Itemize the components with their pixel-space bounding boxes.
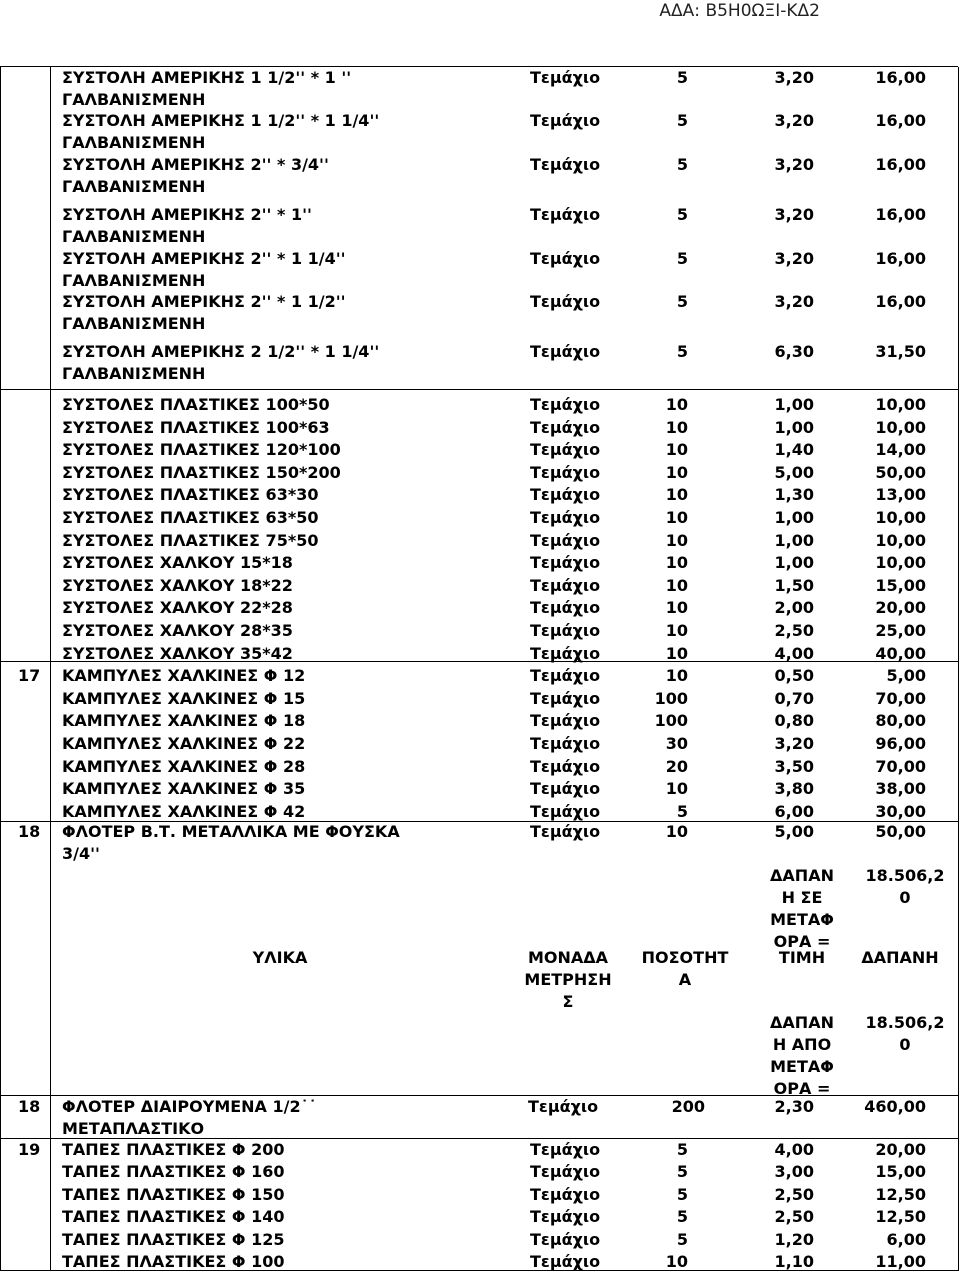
line-total: 25,00 — [875, 621, 926, 640]
line-total: 20,00 — [875, 598, 926, 618]
line-total: 16,00 — [875, 249, 926, 268]
item-description-cont: ΓΑΛΒΑΝΙΣΜΕΝΗ — [62, 364, 206, 383]
unit-price: 3,20 — [774, 292, 814, 311]
line-total: 460,00 — [864, 1097, 926, 1116]
unit-price: 1,30 — [774, 485, 814, 505]
unit-price: 1,50 — [774, 575, 814, 595]
line-total: 96,00 — [875, 734, 926, 753]
line-total: 30,00 — [875, 801, 926, 821]
table-row — [0, 1206, 958, 1228]
item-description: ΣΥΣΤΟΛΕΣ ΠΛΑΣΤΙΚΕΣ 150*200 — [62, 462, 341, 482]
item-description: ΤΑΠΕΣ ΠΛΑΣΤΙΚΕΣ Φ 150 — [62, 1184, 285, 1204]
quantity: 10 — [665, 440, 688, 460]
unit-of-measure: Τεμάχιο — [530, 1140, 601, 1159]
quantity: 30 — [665, 734, 688, 753]
header-quantity-line: ΠΟΣΟΤΗΤ — [641, 948, 729, 967]
unit-price: 0,50 — [774, 666, 814, 686]
row-number: 19 — [18, 1140, 41, 1159]
unit-of-measure: Τεμάχιο — [530, 575, 601, 595]
item-description: ΣΥΣΤΟΛΕΣ ΧΑΛΚΟΥ 15*18 — [62, 553, 293, 573]
item-description: ΣΥΣΤΟΛΕΣ ΠΛΑΣΤΙΚΕΣ 100*50 — [62, 395, 330, 414]
unit-of-measure: Τεμάχιο — [530, 111, 601, 130]
item-description-cont: ΓΑΛΒΑΝΙΣΜΕΝΗ — [62, 227, 206, 246]
table-row — [0, 417, 958, 439]
table-row — [0, 110, 958, 152]
table-row — [0, 688, 958, 710]
table-row — [0, 821, 958, 863]
unit-of-measure: Τεμάχιο — [530, 342, 601, 361]
unit-price: 1,10 — [774, 1252, 814, 1271]
item-description: ΣΥΣΤΟΛΗ ΑΜΕΡΙΚΗΣ 2'' * 1'' — [62, 205, 312, 224]
unit-of-measure: Τεμάχιο — [530, 822, 601, 841]
carried-over-label-line: ΜΕΤΑΦ — [770, 910, 834, 929]
unit-of-measure: Τεμάχιο — [530, 643, 601, 663]
line-total: 70,00 — [875, 756, 926, 776]
table-row — [0, 439, 958, 461]
item-description: ΣΥΣΤΟΛΕΣ ΠΛΑΣΤΙΚΕΣ 100*63 — [62, 417, 330, 437]
unit-of-measure: Τεμάχιο — [530, 756, 601, 776]
line-total: 14,00 — [875, 440, 926, 460]
unit-price: 2,50 — [774, 1184, 814, 1204]
item-description: ΣΥΣΤΟΛΗ ΑΜΕΡΙΚΗΣ 2'' * 3/4'' — [62, 155, 329, 174]
header-quantity — [630, 947, 740, 991]
unit-of-measure: Τεμάχιο — [530, 1252, 601, 1271]
table-row — [0, 643, 958, 665]
item-description: ΣΥΣΤΟΛΗ ΑΜΕΡΙΚΗΣ 2'' * 1 1/4'' — [62, 249, 346, 268]
line-total: 15,00 — [875, 575, 926, 595]
line-total: 12,50 — [875, 1184, 926, 1204]
unit-of-measure: Τεμάχιο — [530, 462, 601, 482]
unit-of-measure: Τεμάχιο — [530, 292, 601, 311]
item-description: ΣΥΣΤΟΛΕΣ ΧΑΛΚΟΥ 35*42 — [62, 643, 293, 663]
unit-of-measure: Τεμάχιο — [530, 801, 601, 821]
item-description: ΦΛΟΤΕΡ ΔΙΑΙΡΟΥΜΕΝΑ 1/2˙˙ — [62, 1097, 317, 1116]
quantity: 10 — [665, 395, 688, 414]
carried-forward-label-line: ΟΡΑ = — [773, 1079, 831, 1098]
grid-line — [0, 389, 958, 390]
header-price: ΤΙΜΗ — [778, 948, 826, 967]
unit-price: 1,00 — [774, 553, 814, 573]
table-row — [0, 1251, 958, 1273]
row-number: 18 — [18, 822, 41, 841]
item-description: ΣΥΣΤΟΛΕΣ ΠΛΑΣΤΙΚΕΣ 63*50 — [62, 508, 319, 527]
quantity: 10 — [665, 508, 688, 527]
unit-price: 1,00 — [774, 530, 814, 550]
line-total: 10,00 — [875, 395, 926, 414]
unit-of-measure: Τεμάχιο — [530, 508, 601, 527]
unit-price: 0,70 — [774, 688, 814, 708]
item-description-cont: ΓΑΛΒΑΝΙΣΜΕΝΗ — [62, 271, 206, 290]
quantity: 10 — [665, 822, 688, 841]
unit-price: 0,80 — [774, 711, 814, 731]
item-description-cont: ΓΑΛΒΑΝΙΣΜΕΝΗ — [62, 177, 206, 196]
unit-of-measure: Τεμάχιο — [530, 485, 601, 505]
line-total: 50,00 — [875, 462, 926, 482]
quantity: 20 — [665, 756, 688, 776]
unit-of-measure: Τεμάχιο — [530, 68, 601, 87]
line-total: 10,00 — [875, 553, 926, 573]
table-row — [0, 67, 958, 109]
line-total: 31,50 — [875, 342, 926, 361]
price-table — [0, 66, 958, 1271]
item-description: ΣΥΣΤΟΛΕΣ ΧΑΛΚΟΥ 18*22 — [62, 575, 293, 595]
quantity: 10 — [665, 575, 688, 595]
unit-price: 1,00 — [774, 508, 814, 527]
unit-price: 3,20 — [774, 734, 814, 753]
unit-of-measure: Τεμάχιο — [530, 621, 601, 640]
carried-over-label-line: Η ΣΕ — [781, 888, 823, 907]
item-description: ΣΥΣΤΟΛΕΣ ΠΛΑΣΤΙΚΕΣ 75*50 — [62, 530, 319, 550]
item-description-cont: ΓΑΛΒΑΝΙΣΜΕΝΗ — [62, 133, 206, 152]
line-total: 70,00 — [875, 688, 926, 708]
unit-of-measure: Τεμάχιο — [528, 1097, 599, 1116]
quantity: 100 — [654, 688, 688, 708]
quantity: 5 — [676, 1184, 688, 1204]
item-description: ΣΥΣΤΟΛΕΣ ΧΑΛΚΟΥ 22*28 — [62, 598, 293, 618]
item-description: ΚΑΜΠΥΛΕΣ ΧΑΛΚΙΝΕΣ Φ 18 — [62, 711, 306, 731]
item-description: ΣΥΣΤΟΛΗ ΑΜΕΡΙΚΗΣ 1 1/2'' * 1 '' — [62, 68, 352, 87]
item-description: ΚΑΜΠΥΛΕΣ ΧΑΛΚΙΝΕΣ Φ 15 — [62, 688, 306, 708]
table-row — [0, 530, 958, 552]
unit-of-measure: Τεμάχιο — [530, 155, 601, 174]
item-description: ΤΑΠΕΣ ΠΛΑΣΤΙΚΕΣ Φ 100 — [62, 1252, 285, 1271]
item-description: ΣΥΣΤΟΛΗ ΑΜΕΡΙΚΗΣ 1 1/2'' * 1 1/4'' — [62, 111, 380, 130]
table-row — [0, 507, 958, 529]
line-total: 10,00 — [875, 530, 926, 550]
unit-of-measure: Τεμάχιο — [530, 734, 601, 753]
quantity: 200 — [671, 1097, 705, 1116]
unit-of-measure: Τεμάχιο — [530, 1229, 601, 1249]
quantity: 5 — [676, 1207, 688, 1227]
quantity: 10 — [665, 621, 688, 640]
unit-of-measure: Τεμάχιο — [530, 1207, 601, 1227]
item-description: ΤΑΠΕΣ ΠΛΑΣΤΙΚΕΣ Φ 200 — [62, 1140, 285, 1159]
quantity: 5 — [676, 1140, 688, 1159]
quantity: 10 — [665, 643, 688, 663]
carried-over-value-line: 0 — [899, 888, 911, 907]
document-code: ΑΔΑ: Β5Η0ΩΞΙ-ΚΔ2 — [659, 1, 820, 21]
quantity: 5 — [676, 205, 688, 224]
item-description: ΣΥΣΤΟΛΕΣ ΠΛΑΣΤΙΚΕΣ 120*100 — [62, 440, 341, 460]
unit-price: 2,50 — [774, 621, 814, 640]
table-row — [0, 733, 958, 755]
item-description: ΚΑΜΠΥΛΕΣ ΧΑΛΚΙΝΕΣ Φ 12 — [62, 666, 306, 686]
quantity: 5 — [676, 292, 688, 311]
quantity: 10 — [665, 417, 688, 437]
item-description-cont: ΜΕΤΑΠΛΑΣΤΙΚΟ — [62, 1119, 205, 1138]
table-row — [0, 484, 958, 506]
unit-of-measure: Τεμάχιο — [530, 530, 601, 550]
unit-price: 3,20 — [774, 68, 814, 87]
unit-price: 1,20 — [774, 1229, 814, 1249]
header-cost: ΔΑΠΑΝΗ — [861, 948, 939, 967]
unit-price: 3,20 — [774, 249, 814, 268]
table-row — [0, 597, 958, 619]
row-number: 17 — [18, 666, 41, 686]
line-total: 16,00 — [875, 292, 926, 311]
unit-price: 2,30 — [774, 1097, 814, 1116]
line-total: 20,00 — [875, 1140, 926, 1159]
line-total: 6,00 — [886, 1229, 926, 1249]
quantity: 100 — [654, 711, 688, 731]
carried-forward-value-line: 0 — [899, 1035, 911, 1054]
unit-price: 6,30 — [774, 342, 814, 361]
item-description-cont: 3/4'' — [62, 844, 100, 863]
item-description: ΚΑΜΠΥΛΕΣ ΧΑΛΚΙΝΕΣ Φ 28 — [62, 756, 306, 776]
unit-of-measure: Τεμάχιο — [530, 205, 601, 224]
carried-forward-label-line: ΜΕΤΑΦ — [770, 1057, 834, 1076]
unit-of-measure: Τεμάχιο — [530, 553, 601, 573]
unit-of-measure: Τεμάχιο — [530, 598, 601, 618]
table-row — [0, 778, 958, 800]
header-unit — [508, 947, 628, 1013]
table-row — [0, 665, 958, 687]
line-total: 13,00 — [875, 485, 926, 505]
table-row — [0, 1229, 958, 1251]
item-description: ΦΛΟΤΕΡ Β.Τ. ΜΕΤΑΛΛΙΚΑ ΜΕ ΦΟΥΣΚΑ — [62, 822, 400, 841]
carried-over-value-line: 18.506,2 — [865, 866, 945, 885]
unit-of-measure: Τεμάχιο — [530, 1162, 601, 1182]
carried-forward-label-line: Η ΑΠΟ — [772, 1035, 832, 1054]
header-materials: ΥΛΙΚΑ — [252, 948, 308, 967]
item-description: ΣΥΣΤΟΛΕΣ ΠΛΑΣΤΙΚΕΣ 63*30 — [62, 485, 319, 505]
unit-price: 3,80 — [774, 779, 814, 799]
item-description: ΚΑΜΠΥΛΕΣ ΧΑΛΚΙΝΕΣ Φ 42 — [62, 801, 306, 821]
unit-price: 4,00 — [774, 1140, 814, 1159]
quantity: 10 — [665, 598, 688, 618]
item-description-cont: ΓΑΛΒΑΝΙΣΜΕΝΗ — [62, 314, 206, 333]
unit-of-measure: Τεμάχιο — [530, 249, 601, 268]
unit-price: 3,50 — [774, 756, 814, 776]
quantity: 5 — [676, 1162, 688, 1182]
table-row — [0, 248, 958, 290]
line-total: 11,00 — [875, 1252, 926, 1271]
item-description: ΤΑΠΕΣ ΠΛΑΣΤΙΚΕΣ Φ 125 — [62, 1229, 285, 1249]
table-row — [0, 756, 958, 778]
table-row — [0, 620, 958, 642]
carried-over-label-line: ΟΡΑ = — [773, 932, 831, 951]
unit-of-measure: Τεμάχιο — [530, 417, 601, 437]
quantity: 10 — [665, 462, 688, 482]
item-description: ΤΑΠΕΣ ΠΛΑΣΤΙΚΕΣ Φ 160 — [62, 1162, 285, 1182]
quantity: 10 — [665, 666, 688, 686]
item-description: ΣΥΣΤΟΛΗ ΑΜΕΡΙΚΗΣ 2'' * 1 1/2'' — [62, 292, 346, 311]
table-row — [0, 1161, 958, 1183]
quantity: 10 — [665, 553, 688, 573]
item-description: ΣΥΣΤΟΛΗ ΑΜΕΡΙΚΗΣ 2 1/2'' * 1 1/4'' — [62, 342, 380, 361]
line-total: 50,00 — [875, 822, 926, 841]
quantity: 5 — [676, 68, 688, 87]
carried-forward-label-line: ΔΑΠΑΝ — [770, 1013, 834, 1032]
row-number: 18 — [18, 1097, 41, 1116]
item-description: ΚΑΜΠΥΛΕΣ ΧΑΛΚΙΝΕΣ Φ 22 — [62, 734, 306, 753]
table-row — [0, 204, 958, 246]
unit-of-measure: Τεμάχιο — [530, 711, 601, 731]
unit-price: 6,00 — [774, 801, 814, 821]
carried-forward-value-line: 18.506,2 — [865, 1013, 945, 1032]
header-quantity-line: Α — [678, 970, 692, 989]
carried-forward-value — [855, 1012, 955, 1056]
carried-over-label-line: ΔΑΠΑΝ — [770, 866, 834, 885]
unit-of-measure: Τεμάχιο — [530, 688, 601, 708]
table-row — [0, 291, 958, 333]
line-total: 10,00 — [875, 417, 926, 437]
line-total: 16,00 — [875, 111, 926, 130]
unit-price: 4,00 — [774, 643, 814, 663]
unit-price: 3,20 — [774, 111, 814, 130]
unit-price: 3,20 — [774, 205, 814, 224]
unit-price: 1,00 — [774, 417, 814, 437]
quantity: 10 — [665, 1252, 688, 1271]
table-row — [0, 462, 958, 484]
item-description: ΤΑΠΕΣ ΠΛΑΣΤΙΚΕΣ Φ 140 — [62, 1207, 285, 1227]
unit-price: 3,20 — [774, 155, 814, 174]
quantity: 10 — [665, 485, 688, 505]
quantity: 5 — [676, 249, 688, 268]
line-total: 10,00 — [875, 508, 926, 527]
table-row — [0, 154, 958, 196]
quantity: 5 — [676, 1229, 688, 1249]
unit-of-measure: Τεμάχιο — [530, 1184, 601, 1204]
quantity: 10 — [665, 779, 688, 799]
item-description: ΚΑΜΠΥΛΕΣ ΧΑΛΚΙΝΕΣ Φ 35 — [62, 779, 306, 799]
quantity: 5 — [676, 155, 688, 174]
line-total: 16,00 — [875, 68, 926, 87]
unit-price: 2,00 — [774, 598, 814, 618]
line-total: 16,00 — [875, 205, 926, 224]
table-row — [0, 801, 958, 823]
table-row — [0, 552, 958, 574]
item-description: ΣΥΣΤΟΛΕΣ ΧΑΛΚΟΥ 28*35 — [62, 621, 293, 640]
carried-forward-label — [752, 1012, 852, 1100]
line-total: 80,00 — [875, 711, 926, 731]
table-row — [0, 1184, 958, 1206]
grid-line — [958, 67, 959, 1271]
line-total: 40,00 — [875, 643, 926, 663]
line-total: 5,00 — [886, 666, 926, 686]
quantity: 5 — [676, 111, 688, 130]
quantity: 5 — [676, 801, 688, 821]
unit-of-measure: Τεμάχιο — [530, 779, 601, 799]
line-total: 12,50 — [875, 1207, 926, 1227]
unit-of-measure: Τεμάχιο — [530, 440, 601, 460]
item-description-cont: ΓΑΛΒΑΝΙΣΜΕΝΗ — [62, 90, 206, 109]
table-row — [0, 1139, 958, 1161]
carried-over-label — [752, 865, 852, 953]
unit-price: 5,00 — [774, 822, 814, 841]
unit-of-measure: Τεμάχιο — [530, 666, 601, 686]
unit-of-measure: Τεμάχιο — [530, 395, 601, 414]
table-row — [0, 1096, 958, 1138]
line-total: 15,00 — [875, 1162, 926, 1182]
unit-price: 1,40 — [774, 440, 814, 460]
quantity: 10 — [665, 530, 688, 550]
header-unit-line: ΜΕΤΡΗΣΗ — [524, 970, 612, 989]
quantity: 5 — [676, 342, 688, 361]
table-row — [0, 341, 958, 383]
table-row — [0, 575, 958, 597]
unit-price: 1,00 — [774, 395, 814, 414]
carried-over-value — [855, 865, 955, 909]
table-row — [0, 394, 958, 416]
unit-price: 3,00 — [774, 1162, 814, 1182]
line-total: 16,00 — [875, 155, 926, 174]
unit-price: 2,50 — [774, 1207, 814, 1227]
line-total: 38,00 — [875, 779, 926, 799]
unit-price: 5,00 — [774, 462, 814, 482]
header-unit-line: ΜΟΝΑΔΑ — [527, 948, 609, 967]
table-row — [0, 710, 958, 732]
header-unit-line: Σ — [562, 992, 574, 1011]
